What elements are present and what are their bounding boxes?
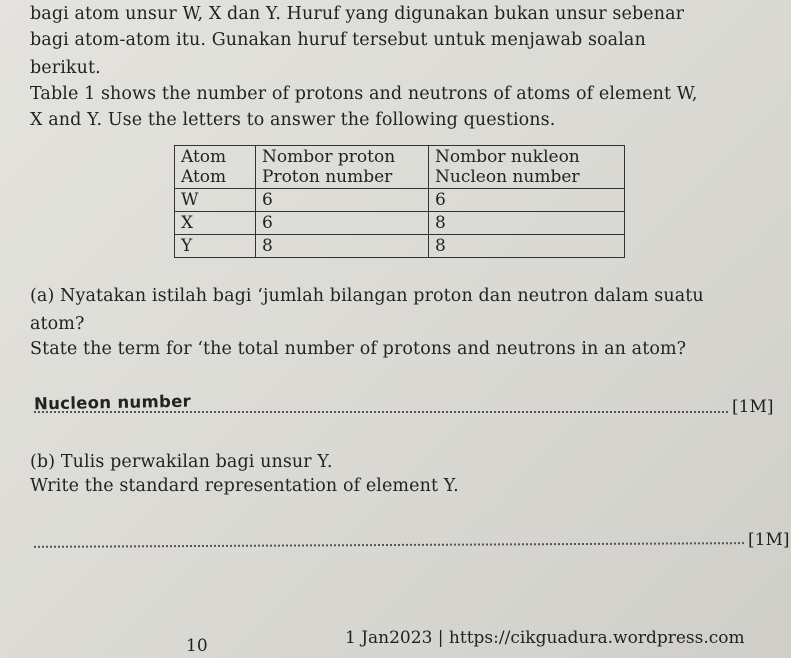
answer-a-dotted-line (34, 411, 728, 413)
table-cell: 8 (429, 235, 625, 258)
intro-en-line-1: Table 1 shows the number of protons and neutrons of atoms of element W, (30, 84, 698, 104)
table-cell: 8 (429, 212, 625, 235)
table-row (175, 212, 625, 235)
table-header-cell: Nombor proton Proton number (256, 146, 429, 189)
intro-ms-line-3: berikut. (30, 58, 101, 78)
question-a-ms-line-2: atom? (30, 314, 85, 334)
table-header-cell: Atom Atom (175, 146, 256, 189)
answer-a-handwritten: Nucleon number (33, 391, 192, 414)
table-header-cell: Nombor nukleon Nucleon number (429, 146, 625, 189)
question-a-ms-line-1: (a) Nyatakan istilah bagi ‘jumlah bilangan proton dan neutron dalam suatu (30, 286, 704, 306)
footer-source: 1 Jan2023 | https://cikguadura.wordpress.com (345, 628, 745, 648)
page-number: 10 (186, 636, 208, 656)
table-cell: X (175, 212, 256, 235)
question-a-en-line: State the term for ‘the total number of protons and neutrons in an atom? (30, 339, 687, 359)
table-cell: 6 (256, 189, 429, 212)
table-row (175, 235, 625, 258)
question-a-marks: [1M] (732, 397, 774, 417)
intro-ms-line-1: bagi atom unsur W, X dan Y. Huruf yang digunakan bukan unsur sebenar (30, 4, 685, 24)
intro-ms-line-2: bagi atom-atom itu. Gunakan huruf tersebut untuk menjawab soalan (30, 30, 646, 50)
answer-b-dotted-line (34, 542, 744, 548)
table-row (175, 189, 625, 212)
table-header-row (175, 146, 625, 189)
table-cell: 8 (256, 235, 429, 258)
question-b-en-line: Write the standard representation of element Y. (30, 476, 459, 496)
question-b-marks: [1M] (748, 530, 790, 550)
question-b-ms-line: (b) Tulis perwakilan bagi unsur Y. (30, 452, 333, 472)
intro-en-line-2: X and Y. Use the letters to answer the following questions. (30, 110, 556, 130)
table-cell: Y (175, 235, 256, 258)
table-cell: W (175, 189, 256, 212)
table-cell: 6 (256, 212, 429, 235)
atom-table (174, 145, 625, 258)
table-cell: 6 (429, 189, 625, 212)
